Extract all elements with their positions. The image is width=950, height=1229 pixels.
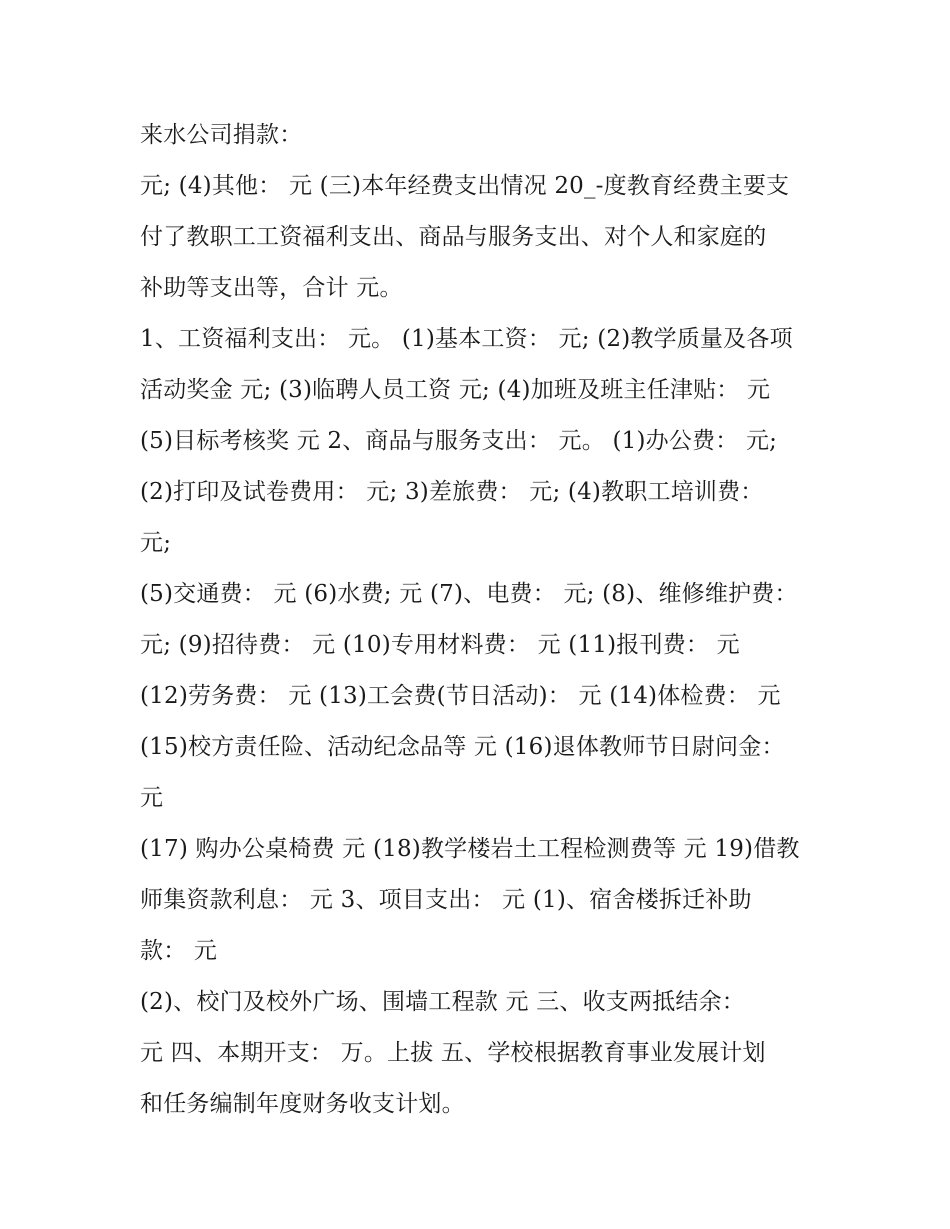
text-line: (12)劳务费： 元 (13)工会费(节日活动)： 元 (14)体检费： 元 [140,683,781,709]
text-line: 补助等支出等，合计 元。 [140,275,403,301]
text-line: 活动奖金 元; (3)临聘人员工资 元; (4)加班及班主任津贴： 元 [140,377,771,403]
text-line: (15)校方责任险、活动纪念品等 元 (16)退体教师节日尉问金： [140,734,785,760]
text-line: 元; [140,530,172,556]
text-line: 付了教职工工资福利支出、商品与服务支出、对个人和家庭的 [140,224,767,250]
text-line: 和任务编制年度财务收支计划。 [140,1091,465,1117]
text-line: (2)、校门及校外广场、围墙工程款 元 三、收支两抵结余： [140,989,746,1015]
text-line: 来水公司捐款： [140,122,303,148]
text-line: 元; (4)其他： 元 (三)本年经费支出情况 20_-度教育经费主要支 [140,173,790,199]
text-line: (17) 购办公桌椅费 元 (18)教学楼岩土工程检测费等 元 19)借教 [140,836,800,862]
text-line: 元; (9)招待费： 元 (10)专用材料费： 元 (11)报刊费： 元 [140,632,740,658]
document-body [140,110,820,1130]
text-line: (5)目标考核奖 元 2、商品与服务支出： 元。 (1)办公费： 元; [140,428,778,454]
text-line: 师集资款利息： 元 3、项目支出： 元 (1)、宿舍楼拆迁补助 [140,887,752,913]
text-line: 款： 元 [140,938,218,964]
text-line: (5)交通费： 元 (6)水费; 元 (7)、电费： 元; (8)、维修维护费： [140,581,798,607]
text-line: 元 [140,785,164,811]
text-line: 元 四、本期开支： 万。上拔 五、学校根据教育事业发展计划 [140,1040,766,1066]
text-line: 1、工资福利支出： 元。 (1)基本工资： 元; (2)教学质量及各项 [140,326,793,352]
text-line: (2)打印及试卷费用： 元; 3)差旅费： 元; (4)教职工培训费： [140,479,764,505]
